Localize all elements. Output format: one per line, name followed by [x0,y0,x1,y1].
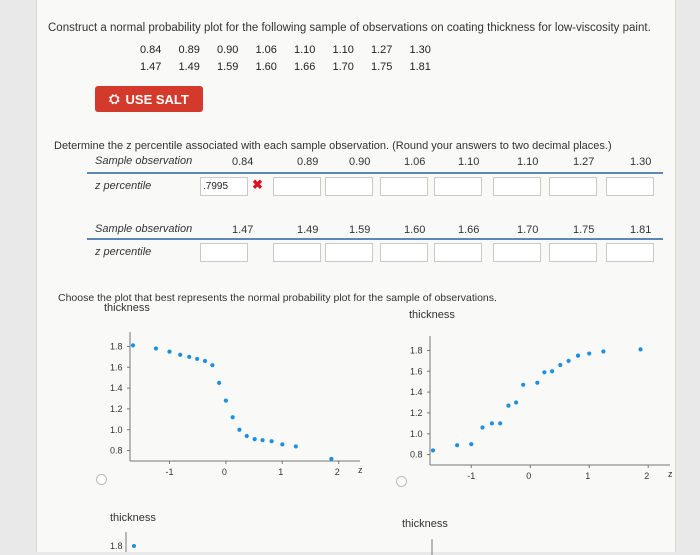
table1-z-row [87,174,663,198]
data-point [587,351,591,355]
salt-icon: ⛭ [109,91,120,106]
plot-c-ylabel: thickness [110,512,156,524]
data-point [245,434,249,438]
z-percentile-input[interactable]: .7995 [200,177,248,196]
plot-b-ylabel: thickness [409,309,455,321]
observation-value: 1.47 [140,61,162,73]
data-point [231,415,235,419]
plot-b-radio[interactable] [396,476,407,487]
data-point [167,350,171,354]
data-point [203,359,207,363]
question-text: Construct a normal probability plot for the following sample of observations on coating thickness for low-viscosity paint. [48,22,651,34]
observation-value: 1.10 [294,44,316,56]
x-tick-label: 2 [644,471,650,481]
data-point [558,363,562,367]
y-tick-label: 1.0 [410,428,423,439]
x-tick-label: 2 [334,467,340,477]
y-tick-label: 0.8 [410,449,423,460]
observation-value: 1.10 [332,44,354,56]
observation-value: 0.84 [140,44,162,56]
data-point [431,448,435,452]
z-percentile-input[interactable] [200,243,248,262]
x-tick-label: 0 [221,467,227,477]
x-axis-label: z [358,465,363,475]
x-tick-label: 1 [278,467,284,477]
y-tick-label: 1.8 [410,345,423,356]
sample-value: 1.59 [349,224,371,236]
observation-value: 1.70 [332,61,354,73]
observation-value: 1.75 [371,61,393,73]
table1-header-label: Sample observation [95,155,193,167]
sample-value: 1.47 [232,224,254,236]
observation-value: 1.06 [255,44,277,56]
y-tick-label: 1.6 [110,362,123,373]
data-point [514,400,518,404]
observation-value: 0.89 [178,44,200,56]
sample-value: 1.66 [458,224,480,236]
plot-a-radio[interactable] [96,474,107,485]
data-point [224,398,228,402]
sample-value: 1.81 [630,224,652,236]
data-point [542,370,546,374]
data-point [469,442,473,446]
choose-plot-text: Choose the plot that best represents the normal probability plot for the sample of observations. [58,292,497,304]
data-point [253,437,257,441]
data-point [269,439,273,443]
z-percentile-input[interactable] [273,177,321,196]
table2-header-label: Sample observation [95,223,193,235]
x-tick-label: 0 [526,471,532,481]
data-point [217,381,221,385]
data-point [490,421,494,425]
z-percentile-input[interactable] [606,243,654,262]
data-point [154,346,158,350]
y-tick-label: 1.2 [110,403,123,414]
z-percentile-input[interactable] [606,177,654,196]
z-percentile-input[interactable] [434,243,482,262]
z-percentile-input[interactable] [325,243,373,262]
plot-a-ylabel: thickness [104,302,150,314]
data-point [195,357,199,361]
data-point [498,421,502,425]
sample-value: 1.70 [517,224,539,236]
plot-c-point [132,544,136,548]
y-tick-label: 1.6 [410,366,423,377]
observation-row-2 [140,59,448,76]
z-percentile-input[interactable] [380,177,428,196]
sample-value: 1.06 [404,156,426,168]
y-tick-label: 1.2 [410,407,423,418]
observation-value: 1.60 [255,61,277,73]
sample-value: 1.49 [297,224,319,236]
sample-value: 1.75 [573,224,595,236]
table1-row-label: z percentile [95,180,152,192]
plot-c-chart-partial [110,532,170,552]
data-point [260,438,264,442]
data-point [280,442,284,446]
data-point [178,353,182,357]
z-percentile-input[interactable] [325,177,373,196]
data-point [506,404,510,408]
observation-value: 1.30 [409,44,431,56]
observation-value: 1.81 [409,61,431,73]
observation-value: 1.66 [294,61,316,73]
observation-value: 1.49 [178,61,200,73]
z-percentile-input[interactable] [493,243,541,262]
plot-d-chart-partial [418,535,458,555]
x-tick-label: 1 [585,471,591,481]
y-tick-label: 1.4 [410,387,423,398]
table2-row-label: z percentile [95,246,152,258]
data-point [210,363,214,367]
sample-value: 0.89 [297,156,319,168]
sample-value: 1.27 [573,156,595,168]
y-tick-label: 1.0 [110,424,123,435]
data-point [294,444,298,448]
sample-value: 1.10 [517,156,539,168]
y-tick-label: 1.4 [110,383,123,394]
x-axis-label: z [668,469,673,479]
plot-b-chart [400,332,673,482]
data-point [601,349,605,353]
data-point [237,428,241,432]
data-point [566,359,570,363]
data-point [455,443,459,447]
plot-d-ylabel: thickness [402,518,448,530]
data-point [329,457,333,461]
use-salt-button[interactable] [95,86,203,112]
observation-value: 0.90 [217,44,239,56]
z-percentile-input[interactable] [549,177,597,196]
data-point [535,381,539,385]
table1-header [87,152,663,174]
data-point [131,343,135,347]
data-point [550,369,554,373]
y-tick-label: 0.8 [110,445,123,456]
instruction-text: Determine the z percentile associated with each sample observation. (Round your answers to two decimal places.) [54,140,612,152]
z-percentile-input[interactable] [493,177,541,196]
observation-value: 1.59 [217,61,239,73]
sample-value: 1.10 [458,156,480,168]
observation-value: 1.27 [371,44,393,56]
data-point [480,425,484,429]
data-point [521,383,525,387]
x-tick-label: -1 [467,471,476,481]
plot-c-tick-label: 1.8 [110,541,123,551]
sample-value: 1.60 [404,224,426,236]
sample-value: 1.30 [630,156,652,168]
z-percentile-input[interactable] [273,243,321,262]
data-point [576,354,580,358]
y-tick-label: 1.8 [110,341,123,352]
x-tick-label: -1 [165,467,174,477]
use-salt-label: USE SALT [125,91,189,107]
plot-a-chart [100,326,363,477]
observation-row-1 [140,42,448,59]
z-percentile-input[interactable] [380,243,428,262]
data-point [187,355,191,359]
sample-value: 0.90 [349,156,371,168]
table2-z-row [87,240,663,264]
z-percentile-input[interactable] [549,243,597,262]
data-point [638,347,642,351]
incorrect-mark-icon: ✖ [252,177,263,192]
sample-value: 0.84 [232,156,254,168]
observation-grid [140,42,448,76]
z-percentile-input[interactable] [434,177,482,196]
